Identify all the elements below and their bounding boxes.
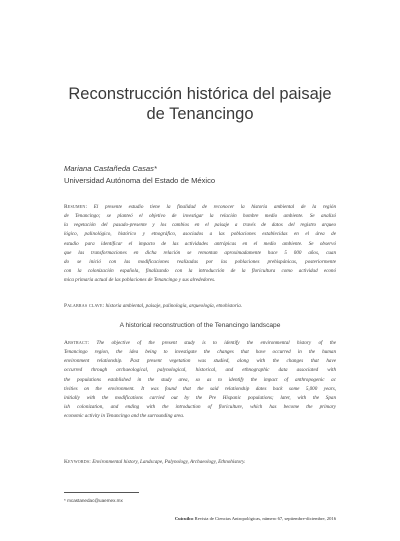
resumen-line: con la colonización española, finalizando con la introducción de la floricultura como actividad econó [64, 268, 336, 275]
article-title-line1: Reconstrucción histórica del paisaje [68, 85, 332, 103]
abstract-line: environment relationship. Past present vegetation was studied, along with the changes that have [64, 358, 336, 365]
author-name: Mariana Castañeda Casas* [64, 164, 157, 173]
abstract-line [64, 339, 336, 348]
abstract-line: tivities on the environment. It was found that the said relationship dates back some 5,000 years, [64, 385, 336, 392]
palabras-clave-label: Palabras clave: [64, 303, 105, 309]
palabras-clave-block [64, 302, 336, 311]
abstract-line: ish colonization, and ending with the introduction of floriculture, which has become the primary [64, 404, 336, 411]
resumen-line-text: El presente estudio tiene la finalidad de reconocer la historia ambiental de la región [93, 204, 336, 210]
article-title-line2: de Tenancingo [146, 105, 254, 123]
abstract-line: the populations established in the study area, so as to identify the impact of anthropogenic ac [64, 376, 336, 383]
resumen-line: que las transformaciones en dicha relación se remontan aproximadamente hace 5 000 años, cuan [64, 249, 336, 256]
author-affiliation: Universidad Autónoma del Estado de México [64, 176, 216, 185]
footnote-divider [64, 492, 139, 493]
resumen-line: estudio para identificar el impacto de las actividades antrópicas en el medio ambiente. Se observó [64, 240, 336, 247]
keywords-block [64, 458, 336, 467]
abstract-line: economic activity in Tenancingo and the surrounding area. [64, 413, 185, 420]
abstract-label: Abstract: [64, 340, 90, 346]
abstract-line-text: The objective of the present study is to identify the environmental history of the [96, 340, 336, 346]
resumen-label: Resumen: [64, 204, 88, 210]
abstract-line: initially with the modifications carried out by the Pre Hispanic populations; later, with the Span [64, 394, 336, 401]
journal-name: Cuicuilco [174, 516, 194, 521]
article-title [40, 84, 360, 124]
keywords-label: Keywords: [64, 459, 91, 465]
palabras-clave-line [64, 302, 336, 311]
journal-issue: Revista de Ciencias Antropológicas, número 67, septiembre-diciembre, 2016 [194, 516, 336, 521]
resumen-line [64, 203, 336, 212]
resumen-line: de Tenancingo; se planteó el objetivo de investigar la relación hombre medio ambiente. Se analizó [64, 213, 336, 220]
resumen-line: mica primaria actual de las poblaciones de Tenancingo y sus alrededores. [64, 277, 216, 284]
abstract-line: occurred through archaeological, palynological, historical, and ethnographic data associated with [64, 367, 336, 374]
journal-footer [64, 516, 336, 521]
english-title: A historical reconstruction of the Tenancingo landscape [119, 322, 281, 329]
abstract-block [64, 339, 336, 421]
resumen-line: la vegetación del pasado-presente y los cambios en el paisaje a través de datos del registro arqueo [64, 222, 336, 229]
resumen-line: lógico, palinológico, histórico y etnográfico, asociados a las poblaciones establecidas en el área de [64, 231, 336, 238]
palabras-clave-text: historia ambiental, paisaje, palinología, arqueología, etnohistoria. [105, 303, 243, 309]
resumen-block [64, 203, 336, 285]
footnote-email: * mcastanedac@uaemex.mx [64, 498, 123, 503]
resumen-line: do se inició con las modificaciones realizadas por las poblaciones prehispánicas, posteriormente [64, 258, 336, 265]
keywords-line [64, 458, 336, 467]
abstract-line: Tenancingo region, the idea being to investigate the changes that have occurred in the human [64, 349, 336, 356]
keywords-text: Environmental history, Landscape, Palynology, Archaeology, Ethnohistory. [92, 459, 246, 465]
